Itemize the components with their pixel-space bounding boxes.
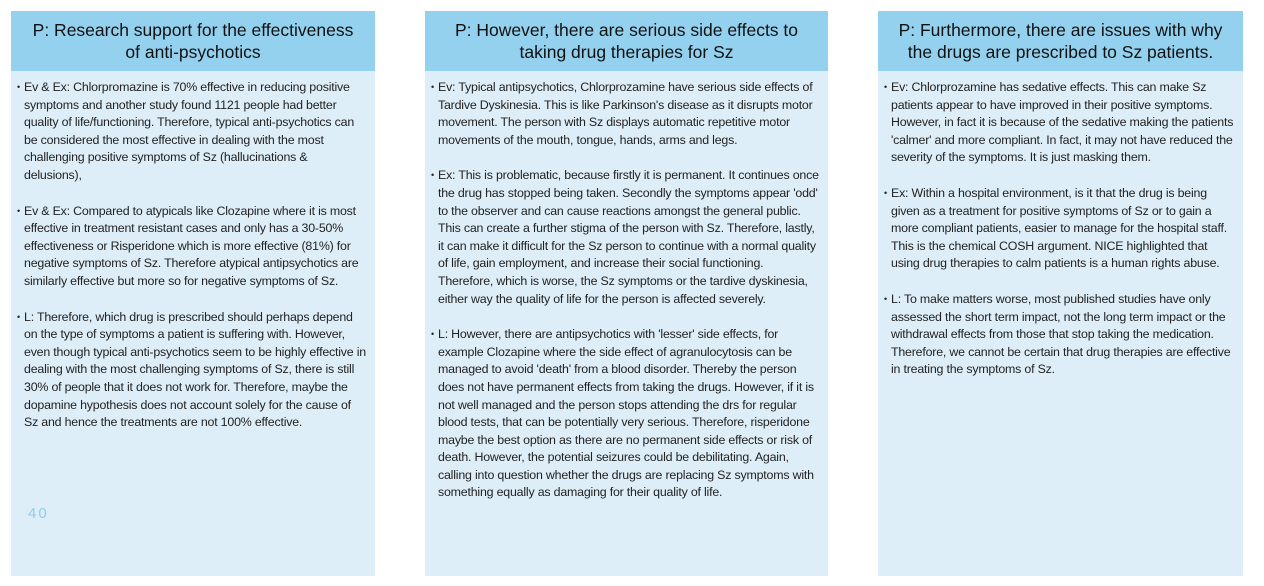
bullet-icon: • <box>884 293 887 304</box>
bullet-icon: • <box>431 82 434 92</box>
bullet-point: • Ev: Typical antipsychotics, Chlorprozamine have serious side effects of Tardive Dyskinesia. This is like Parkinson's disease as it disrupts motor movement. The person with Sz displays automatic repetitive motor movements of the mouth, tongue, hands, arms and legs. <box>431 79 820 149</box>
bullet-point: • Ev & Ex: Chlorpromazine is 70% effective in reducing positive symptoms and another study found 1121 people had better quality of life/functioning. Therefore, typical anti-psychotics can be considered the most effective in dealing with the most challenging positive symptoms of Sz (hallucinations & delusions), <box>17 79 367 185</box>
panel-effectiveness <box>11 11 375 576</box>
bullet-icon: • <box>884 187 887 198</box>
bullet-point: • Ex: This is problematic, because firstly it is permanent. It continues once the drug has stopped being taken. Secondly the symptoms appear 'odd' to the observer and can cause reactions amongst the general public. This can create a further stigma of the person with Sz. Therefore, lastly, it can make it difficult for the Sz person to continue with a normal quality of life, gain employment, and increase their social functioning. Therefore, which is worse, the Sz symptoms or the tardive dyskinesia, either way the quality of life for the person is affected severely. <box>431 167 820 308</box>
page-number: 40 <box>28 505 49 522</box>
panel-prescription-issues <box>878 11 1243 576</box>
panel-title: P: Research support for the effectiveness of anti-psychotics <box>11 11 375 71</box>
bullet-icon: • <box>431 329 434 340</box>
bullet-icon: • <box>17 311 20 322</box>
bullet-icon: • <box>17 82 20 92</box>
panel-title: P: Furthermore, there are issues with why the drugs are prescribed to Sz patients. <box>878 11 1243 71</box>
bullet-point: • Ev: Chlorprozamine has sedative effects. This can make Sz patients appear to have improved in their positive symptoms. However, in fact it is because of the sedative making the patients 'calmer' and more compliant. In fact, it may not have reduced the severity of the symptoms. It is just masking them. <box>884 79 1235 167</box>
panel-title: P: However, there are serious side effects to taking drug therapies for Sz <box>425 11 828 71</box>
bullet-point: • Ev & Ex: Compared to atypicals like Clozapine where it is most effective in treatment resistant cases and only has a 30-50% effectiveness or Risperidone which is more effective (81%) for negative symptoms of Sz. Therefore atypical antipsychotics are similarly effective but more so for negative symptoms of Sz. <box>17 203 367 291</box>
bullet-point: • L: To make matters worse, most published studies have only assessed the short term impact, not the long term impact or the withdrawal effects from those that stop taking the medication. Therefore, we cannot be certain that drug therapies are effective in treating the symptoms of Sz. <box>884 291 1235 379</box>
bullet-icon: • <box>431 170 434 181</box>
bullet-point: • L: Therefore, which drug is prescribed should perhaps depend on the type of symptoms a patient is suffering with. However, even though typical anti-psychotics seem to be highly effective in dealing with the most challenging symptoms of Sz, there is still 30% of people that it does not work for. Therefore, maybe the dopamine hypothesis does not account solely for the cause of Sz and hence the treatments are not 100% effective. <box>17 309 367 432</box>
bullet-icon: • <box>884 82 887 92</box>
bullet-point: • Ex: Within a hospital environment, is it that the drug is being given as a treatment for positive symptoms of Sz or to gain a more compliant patients, easier to manage for the hospital staff. This is the chemical COSH argument. NICE highlighted that using drug therapies to calm patients is a human rights abuse. <box>884 185 1235 273</box>
bullet-icon: • <box>17 205 20 216</box>
bullet-point: • L: However, there are antipsychotics with 'lesser' side effects, for example Clozapine where the side effect of agranulocytosis can be managed to avoid 'death' from a blood disorder. Thereby the person does not have permanent effects from taking the drugs. However, if it is not well managed and the person stops attending the drs for regular blood tests, that can be potentially very serious. Therefore, risperidone maybe the best option as there are no permanent side effects or risk of death. However, the potential seizures could be debilitating. Again, calling into question whether the drugs are replacing Sz symptoms with something equally as damaging for their quality of life. <box>431 326 820 502</box>
panel-side-effects <box>425 11 828 576</box>
